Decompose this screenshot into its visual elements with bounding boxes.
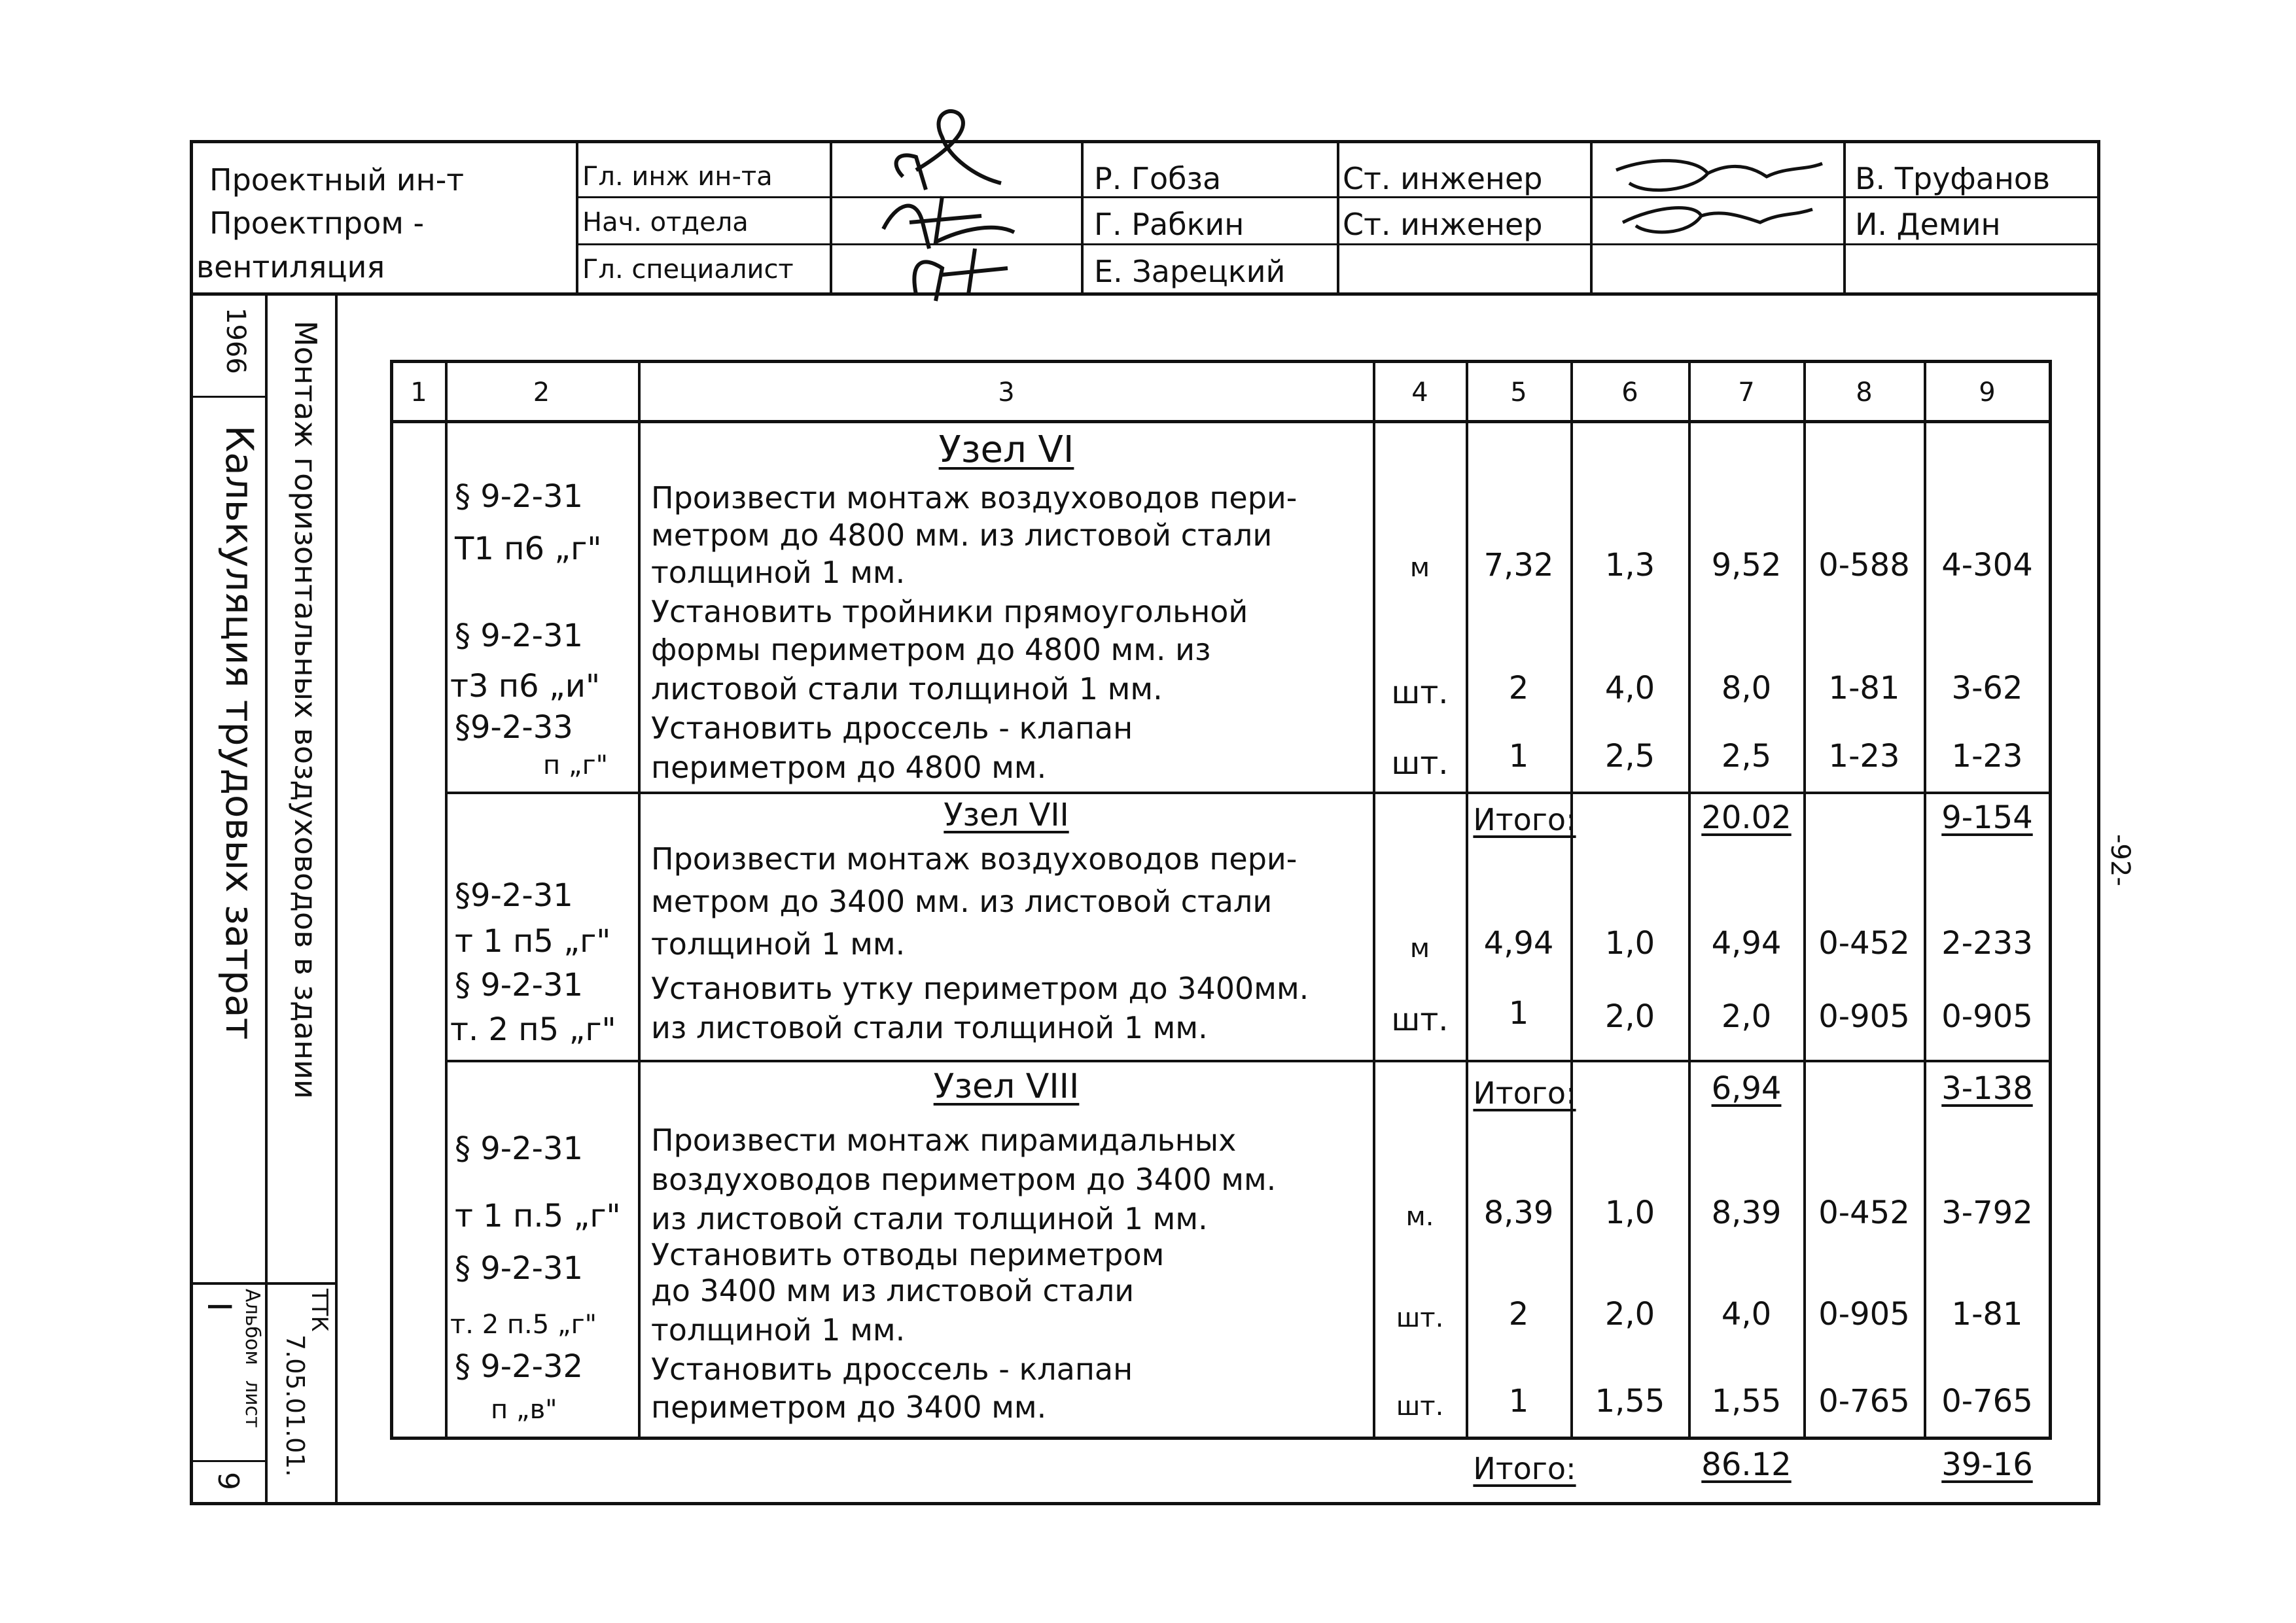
institute-line-2: Проектпром -: [209, 205, 425, 241]
role-department-head: Нач. отдела: [582, 207, 749, 237]
document-page: Проектный ин-т Проектпром - вентиляция Гл. инж ин-та Нач. отдела Гл. специалист Р. Гобза Г. Рабкин Е. Зарецкий Ст. инженер Ст. инженер В. Труфанов И. Демин 1966 Калькуляция трудовых затрат Монтаж горизонтальных воздуховодов в здании Альбом I лист 9 ТТК 7.05.01.01. -92- 1 2 3 4 5 6 7 8 9 Узел VI § 9-2-31 Т1 п6 „г" Произвести монтаж воздуховодов пери- метром до 4800 мм. из листовой стали толщиной 1 мм. м 7,32 1,3 9,52 0-588 4-304 § 9-2-31 т3 п6 „и" Установить тройники прямоугольной формы периметром до 4800 мм. из листовой стали толщиной 1 мм. шт. 2 4,0 8,0 1-81 3-62 §9-2-33 п „г" Установить дроссель - клапан периметром до 4800 мм. шт. 1 2,5 2,5 1-23 1-23 Узел VII Итого: 20.02 9-154 §9-2-31 т 1 п5 „г" Произвести монтаж воздуховодов пери- метром до 3400 мм. из листовой стали толщиной 1 мм. м 4,94 1,0 4,94 0-452 2-233 § 9-2-31 т. 2 п5 „г" Установить утку периметром до 3400мм. из листовой стали толщиной 1 мм. шт. 1 2,0 2,0 0-905 0-905 Узел VIII Итого: 6,94 3-138 § 9-2-31 т 1 п.5 „г" Произвести монтаж пирамидальных воздуховодов периметром до 3400 мм. из листовой стали толщиной 1 мм. м. 8,39 1,0 8,39 0-452 3-792 § 9-2-31 т. 2 п.5 „г" Установить отводы периметром до 3400 мм из листовой стали толщиной 1 мм. шт. 2 2,0 4,0 0-905 1-81 § 9-2-32 п „в" Установить дроссель - клапан периметром до 3400 мм. шт. 1 1,55 1,55 0-765 0-765 Итого: 86.12 39-16: [0, 0, 2296, 1623]
institute-line-3: вентиляция: [196, 249, 385, 285]
page-number: -92-: [2105, 834, 2135, 886]
col-header-3: 3: [998, 377, 1015, 408]
sheet-value: 9: [211, 1472, 245, 1490]
album-label: Альбом: [241, 1289, 264, 1365]
album-value: I: [200, 1302, 238, 1312]
name-gobza: Р. Гобза: [1094, 161, 1222, 196]
name-demin: И. Демин: [1855, 207, 2001, 242]
grand-total-label: Итого:: [1473, 1451, 1576, 1486]
subtotal-c9-vii: 3-138: [1941, 1070, 2033, 1107]
col-header-5: 5: [1510, 377, 1527, 408]
col-header-2: 2: [533, 377, 550, 408]
subtotal-c7-vii: 6,94: [1711, 1070, 1782, 1107]
role-senior-engineer-2: Ст. инженер: [1343, 207, 1543, 242]
role-senior-engineer-1: Ст. инженер: [1343, 161, 1543, 196]
col-header-4: 4: [1411, 377, 1428, 408]
name-rabkin: Г. Рабкин: [1094, 207, 1245, 242]
grand-total-c7: 86.12: [1701, 1446, 1792, 1483]
institute-line-1: Проектный ин-т: [209, 162, 465, 198]
col-header-1: 1: [410, 377, 427, 408]
section-title-viii: Узел VIII: [933, 1067, 1080, 1106]
sheet-label: лист: [241, 1380, 264, 1428]
ttk-label: ТТК: [306, 1289, 332, 1332]
col-header-8: 8: [1856, 377, 1873, 408]
name-zaretsky: Е. Зарецкий: [1094, 254, 1286, 289]
subtotal-c9-vi: 9-154: [1941, 799, 2033, 836]
ttk-code: 7.05.01.01.: [281, 1335, 309, 1477]
col-header-6: 6: [1621, 377, 1638, 408]
year: 1966: [221, 307, 251, 374]
role-chief-engineer: Гл. инж ин-та: [582, 162, 773, 192]
col-header-9: 9: [1979, 377, 1996, 408]
name-trufanov: В. Труфанов: [1855, 161, 2051, 196]
section-title-vi: Узел VI: [938, 428, 1074, 471]
section-title-vii: Узел VII: [944, 797, 1069, 833]
subtotal-label-vi: Итого:: [1473, 802, 1576, 837]
signature-scribble-left: [844, 92, 1080, 307]
signature-scribble-right: [1597, 144, 1839, 242]
side-title: Калькуляция трудовых затрат: [217, 425, 262, 1040]
side-subtitle: Монтаж горизонтальных воздуховодов в здании: [288, 321, 323, 1099]
role-chief-specialist: Гл. специалист: [582, 254, 794, 285]
col-header-7: 7: [1738, 377, 1755, 408]
subtotal-c7-vi: 20.02: [1701, 799, 1792, 836]
subtotal-label-vii: Итого:: [1473, 1075, 1576, 1111]
grand-total-c9: 39-16: [1941, 1446, 2033, 1483]
